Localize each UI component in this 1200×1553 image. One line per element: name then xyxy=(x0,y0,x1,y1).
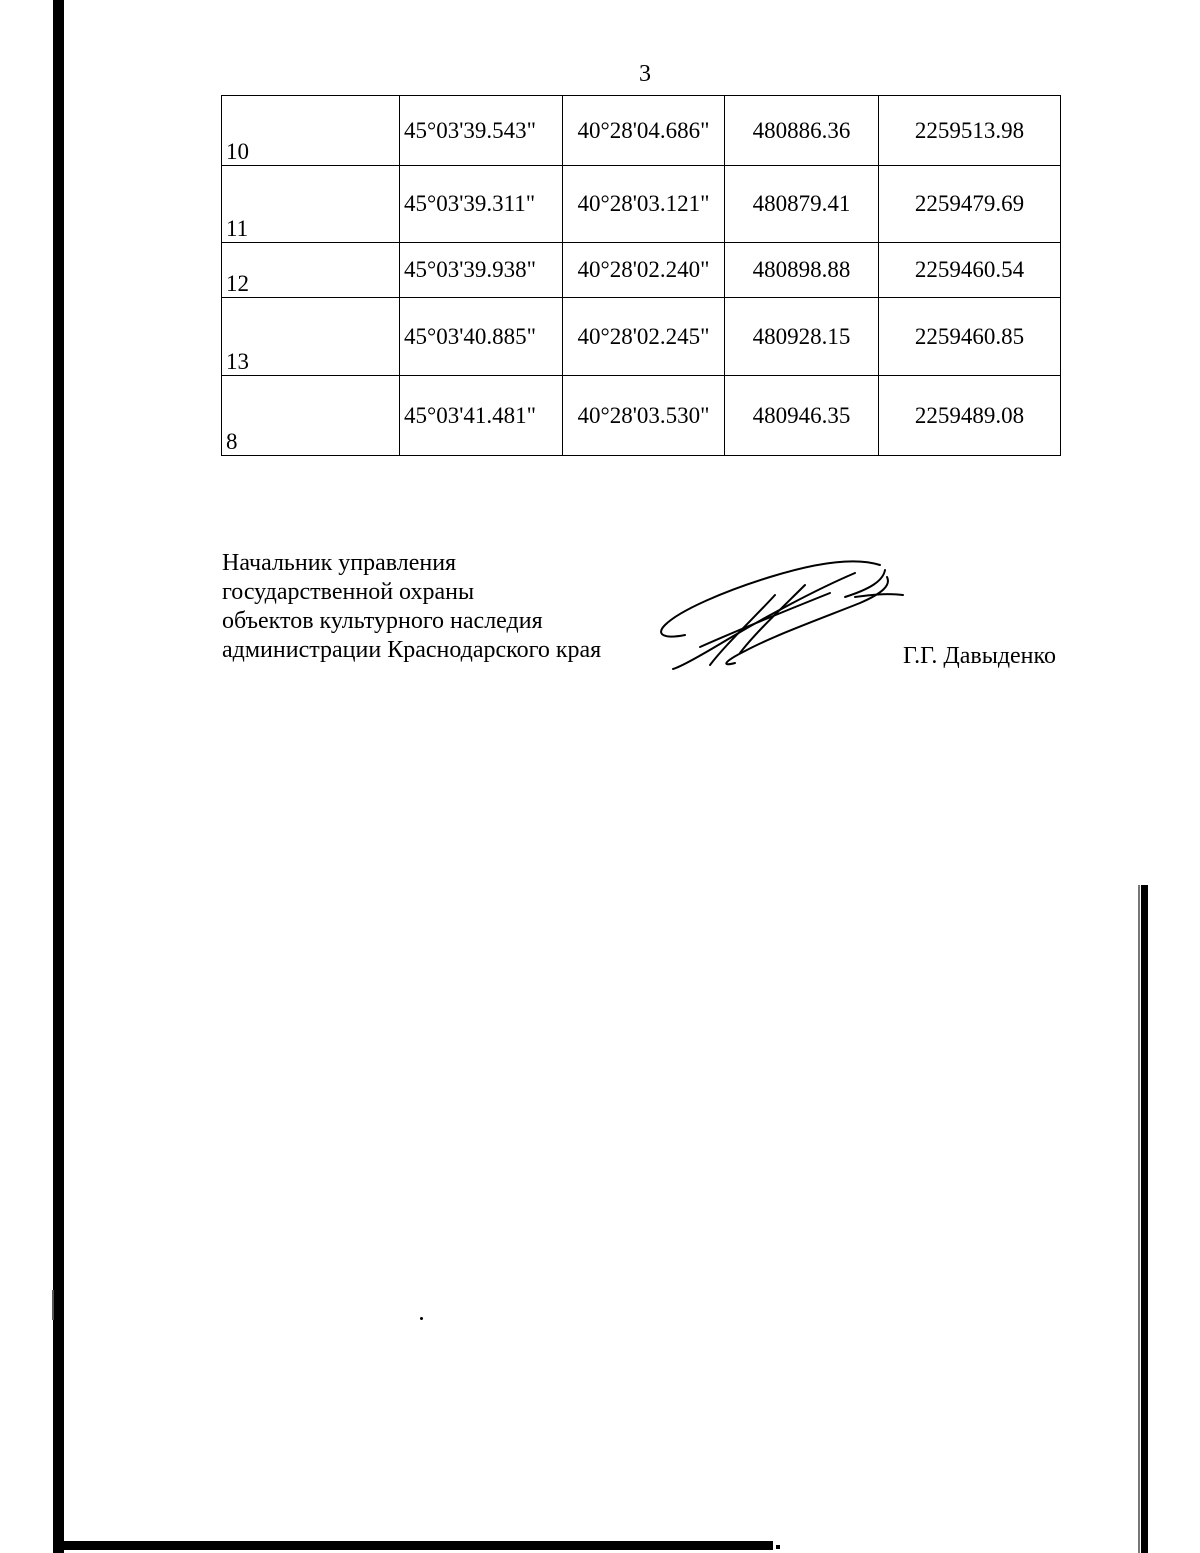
scan-edge-right-thin xyxy=(1138,885,1140,1553)
latitude-cell: 45°03'41.481" xyxy=(400,376,563,456)
scan-mark-bottom xyxy=(776,1545,780,1549)
y-coordinate-cell: 2259460.85 xyxy=(879,298,1061,376)
x-coordinate-cell: 480898.88 xyxy=(725,243,879,298)
latitude-cell: 45°03'39.543" xyxy=(400,96,563,166)
position-line: администрации Краснодарского края xyxy=(222,637,602,663)
table-row xyxy=(222,243,1061,298)
coordinates-table xyxy=(221,95,1061,456)
position-line: Начальник управления xyxy=(222,550,457,576)
scan-mark-left xyxy=(52,1290,54,1320)
longitude-cell: 40°28'03.121" xyxy=(563,166,725,243)
point-number-cell: 11 xyxy=(222,166,400,243)
scan-speck xyxy=(420,1317,423,1320)
signer-position xyxy=(222,549,601,665)
latitude-cell: 45°03'39.311" xyxy=(400,166,563,243)
scan-edge-right xyxy=(1141,885,1148,1553)
latitude-cell: 45°03'39.938" xyxy=(400,243,563,298)
point-number-cell: 12 xyxy=(222,243,400,298)
table-row xyxy=(222,298,1061,376)
point-number-cell: 8 xyxy=(222,376,400,456)
scan-edge-bottom xyxy=(53,1541,773,1550)
table-row xyxy=(222,376,1061,456)
x-coordinate-cell: 480886.36 xyxy=(725,96,879,166)
y-coordinate-cell: 2259479.69 xyxy=(879,166,1061,243)
point-number-cell: 10 xyxy=(222,96,400,166)
page-number: 3 xyxy=(639,61,651,87)
table-row xyxy=(222,166,1061,243)
x-coordinate-cell: 480928.15 xyxy=(725,298,879,376)
longitude-cell: 40°28'02.240" xyxy=(563,243,725,298)
point-number-cell: 13 xyxy=(222,298,400,376)
table-row xyxy=(222,96,1061,166)
position-line: государственной охраны xyxy=(222,579,475,605)
y-coordinate-cell: 2259513.98 xyxy=(879,96,1061,166)
handwritten-signature xyxy=(655,555,905,673)
y-coordinate-cell: 2259489.08 xyxy=(879,376,1061,456)
longitude-cell: 40°28'04.686" xyxy=(563,96,725,166)
position-line: объектов культурного наследия xyxy=(222,608,543,634)
latitude-cell: 45°03'40.885" xyxy=(400,298,563,376)
signer-name: Г.Г. Давыденко xyxy=(903,643,1056,669)
longitude-cell: 40°28'02.245" xyxy=(563,298,725,376)
x-coordinate-cell: 480879.41 xyxy=(725,166,879,243)
x-coordinate-cell: 480946.35 xyxy=(725,376,879,456)
longitude-cell: 40°28'03.530" xyxy=(563,376,725,456)
scan-edge-left xyxy=(53,0,64,1553)
y-coordinate-cell: 2259460.54 xyxy=(879,243,1061,298)
